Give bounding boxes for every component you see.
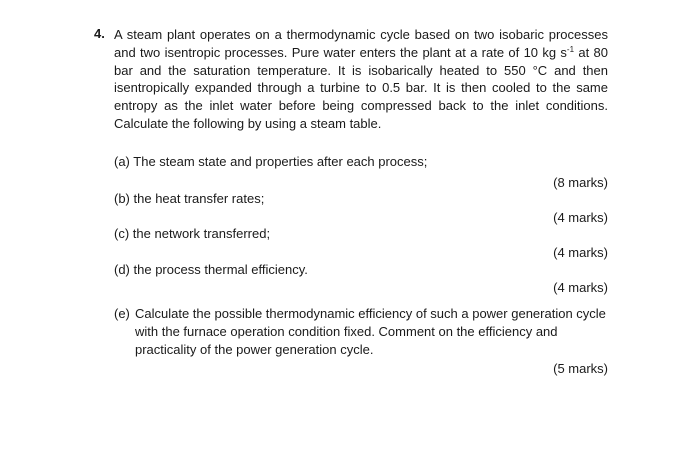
part-a bbox=[114, 153, 427, 171]
part-b-marks: (4 marks) bbox=[553, 210, 608, 225]
part-c-label: (c) bbox=[114, 226, 130, 241]
part-e-text: Calculate the possible thermodynamic efficiency of such a power generation cycle with the furnace operation condition fixed. Comment on the efficiency and practicality of the power generation cycle. bbox=[135, 306, 606, 357]
unit-exponent: -1 bbox=[566, 44, 575, 54]
part-a-label: (a) bbox=[114, 154, 130, 169]
question-stem bbox=[114, 26, 608, 133]
stem-text-end: at 80 bar and the saturation temperature. It is isobarically heated to 550 °C and then isentropically expanded through a turbine to 0.5 bar. It is then cooled to the same entropy as the inlet water before being compressed back to the inlet conditions. Calculate the following by using a steam table. bbox=[114, 44, 608, 131]
part-d bbox=[114, 261, 308, 279]
part-d-text: the process thermal efficiency. bbox=[133, 262, 308, 277]
part-a-marks: (8 marks) bbox=[553, 175, 608, 190]
part-c-text: the network transferred; bbox=[132, 226, 271, 241]
question-stem-text bbox=[114, 26, 608, 133]
part-b-text: the heat transfer rates; bbox=[133, 191, 265, 206]
part-a-text: The steam state and properties after each process; bbox=[133, 154, 428, 169]
part-c-marks: (4 marks) bbox=[553, 245, 608, 260]
question-number: 4. bbox=[94, 26, 105, 41]
part-d-label: (d) bbox=[114, 262, 130, 277]
part-c bbox=[114, 225, 270, 243]
part-e bbox=[114, 305, 608, 358]
stem-text-start: A steam plant operates on a thermodynamic cycle based on two isobaric processes and two isentropic processes. Pure water enters the plant at a rate of 10 kg s bbox=[114, 27, 608, 60]
part-d-marks: (4 marks) bbox=[553, 280, 608, 295]
part-b bbox=[114, 190, 264, 208]
part-e-label: (e) bbox=[114, 306, 130, 321]
part-b-label: (b) bbox=[114, 191, 130, 206]
part-e-marks: (5 marks) bbox=[553, 361, 608, 376]
